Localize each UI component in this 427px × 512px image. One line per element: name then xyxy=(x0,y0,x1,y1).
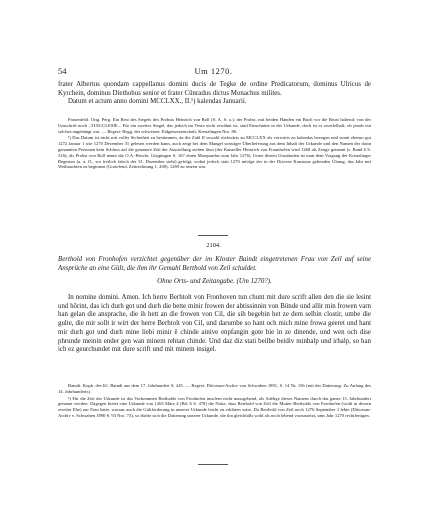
page-number: 54 xyxy=(58,66,67,76)
source-note: Frauenfeld. Orig. Perg. Ein Rest des Siegels des Probsts Heinrich von Boll (S. A. S. a.); der Probst, mit beiden Händen ein Buch vor die Brust haltend; von der Umschrift noch ..TI.ECCLESIE... Für ein zweites Siegel, das jedoch im Texte nicht erwähnt ist, sind Einschnitte in der Urkunde, doch ist es zweifelhaft, ob jenals ein solches angehängt war. — Regest: Regg. der schweizer. Eidgenossenschaft, Kreuzlingen Nro. 86. xyxy=(58,117,371,134)
document-number: 2104. xyxy=(206,242,221,249)
date-clause: Datum et actum anno domini MCCLXX., II.¹) kalendas Januarii. xyxy=(68,98,247,106)
charter-ending xyxy=(58,81,371,107)
witness-list: frater Albertus quondam cappellanus domini ducis de Tegke de ordine Predicatorum, dominus Ulricus de Kyrchein, dominus Diethohus senior et frater Cûnradus dictus Monachus milites. xyxy=(58,81,371,97)
running-head: Um 1270. xyxy=(194,66,233,76)
regest: Berthold von Fronhofen verzichtet gegenüber der im Kloster Baindt eingetretenen Frau von Zeil auf seine Ansprüche an eine Gült, die ihm ihr Gemahl Berthold von Zeil schuldet. xyxy=(58,256,371,272)
source-note: Baindt. Kopb. des Kl. Baindt aus dem 17. Jahrhundert S. 245. — Regest: Diöcesan-Archiv von Schwaben 1891, S. 14 Nr. 156 (mit der Datierung: Zu Anfang des 14. Jahrhunderts). xyxy=(58,383,371,394)
document-text: In nomine domini. Amen. Ich herre Berhtolt von Fronhoven tun chunt mit dure scrift allen den die sie lesint und hôrint, das ich durh got und durh die bette minir frowen der abtissinnin von Bünde und allir min frowen varn han gelan die ansprache, die ih hett an die frowen von Cil, die sih begebin het ze dem selbin clostir, umbe die gulte, die mir sollt ir wirt der herre Berhtolt von Cil, und darumbe so hant och mich mine frowa geeret und hant mir durh got und durh mine liebi minir ê chinde ainive enpfangin gote bie in ze dinende, und wen och dise phrunde meinin ender gen wan minem rehtan chinde. Und daz diz stati beilbe beidiv minhalp und irhalp, so han ich ez geurchundet mit dure scrift und mit minem insigel. xyxy=(58,294,371,354)
separator-rule xyxy=(198,235,228,236)
apparatus-2104 xyxy=(58,383,371,419)
apparatus-2103 xyxy=(58,117,371,170)
separator-rule-bottom xyxy=(198,464,228,465)
footnote: ¹) Für die Zeit der Urkunde ist das Vorkommen Bertholds von Fronhofen insofern nicht massgebend, als Adelige dieses Namens durch das ganze 13. Jahrhundert genannt werden. Dagegen bietet eine Urkunde von 1263 März 4 (Bd. 6 S. 478) die Notiz, dass Berthold von Zeil die Mutter Bertholds von Fronhofen (wohl in dessen zweiter Ehe) zur Frau hatte, woraus auch die Gültforderung in unserer Urkunde leicht zu erklären wäre. Da Berthold von Zeil noch 1276 September 1 lebte (Diöcesan-Archiv v. Schwaben 1890 S. 93 Nro. 73), so dürfte sich die Datierung unserer Urkunde, die ihn gleichfalls wohl als noch lebend voraussetzt, ums Jahr 1270 rechtfertigen. xyxy=(58,395,371,418)
footnote: ¹) Das Datum ist nicht mit voller Sicherheit zu bestimmen, da die Zahl II sowohl rückwärts zu MCCLXX als vorwärts zu kalendas bezogen und somit ebenso gut 1272 Januar 1 wie 1270 Dezember 31 gelesen werden kann, auch zeigt bei dem Mangel sonstiger Überlieferung aus dem Inhalt der Urkunde und den Namen der darin genannten Personen kein Schluss auf die genauere Zeit der Ausstellung ziehen lässt (der Kanzeller Heinrich von Fraunhofen wird 1268 als Zeuge genannt (s. Band 6 S. 316); als Probst von Boll nennt die O.A.-Beschr. Göppingen S. 167 einen Marquardus zum Jahr 1276). Unter diesen Umständen ist man dem Vorgang der Kreuzlinger Regesten (a. a. O., wo freilich falsch der 31. Dezember steht) gefolgt, wobei jedoch statt 1270 infolge der in der Diöcese Konstanz geltenden Übung, das Jahr mit Weihnachten zu beginnen (Grotefend, Zeitrechnung 1, 200), 1269 zu setzen war. xyxy=(58,135,371,170)
dateline: Ohne Orts- und Zeitangabe. (Um 1270?). xyxy=(157,278,272,285)
